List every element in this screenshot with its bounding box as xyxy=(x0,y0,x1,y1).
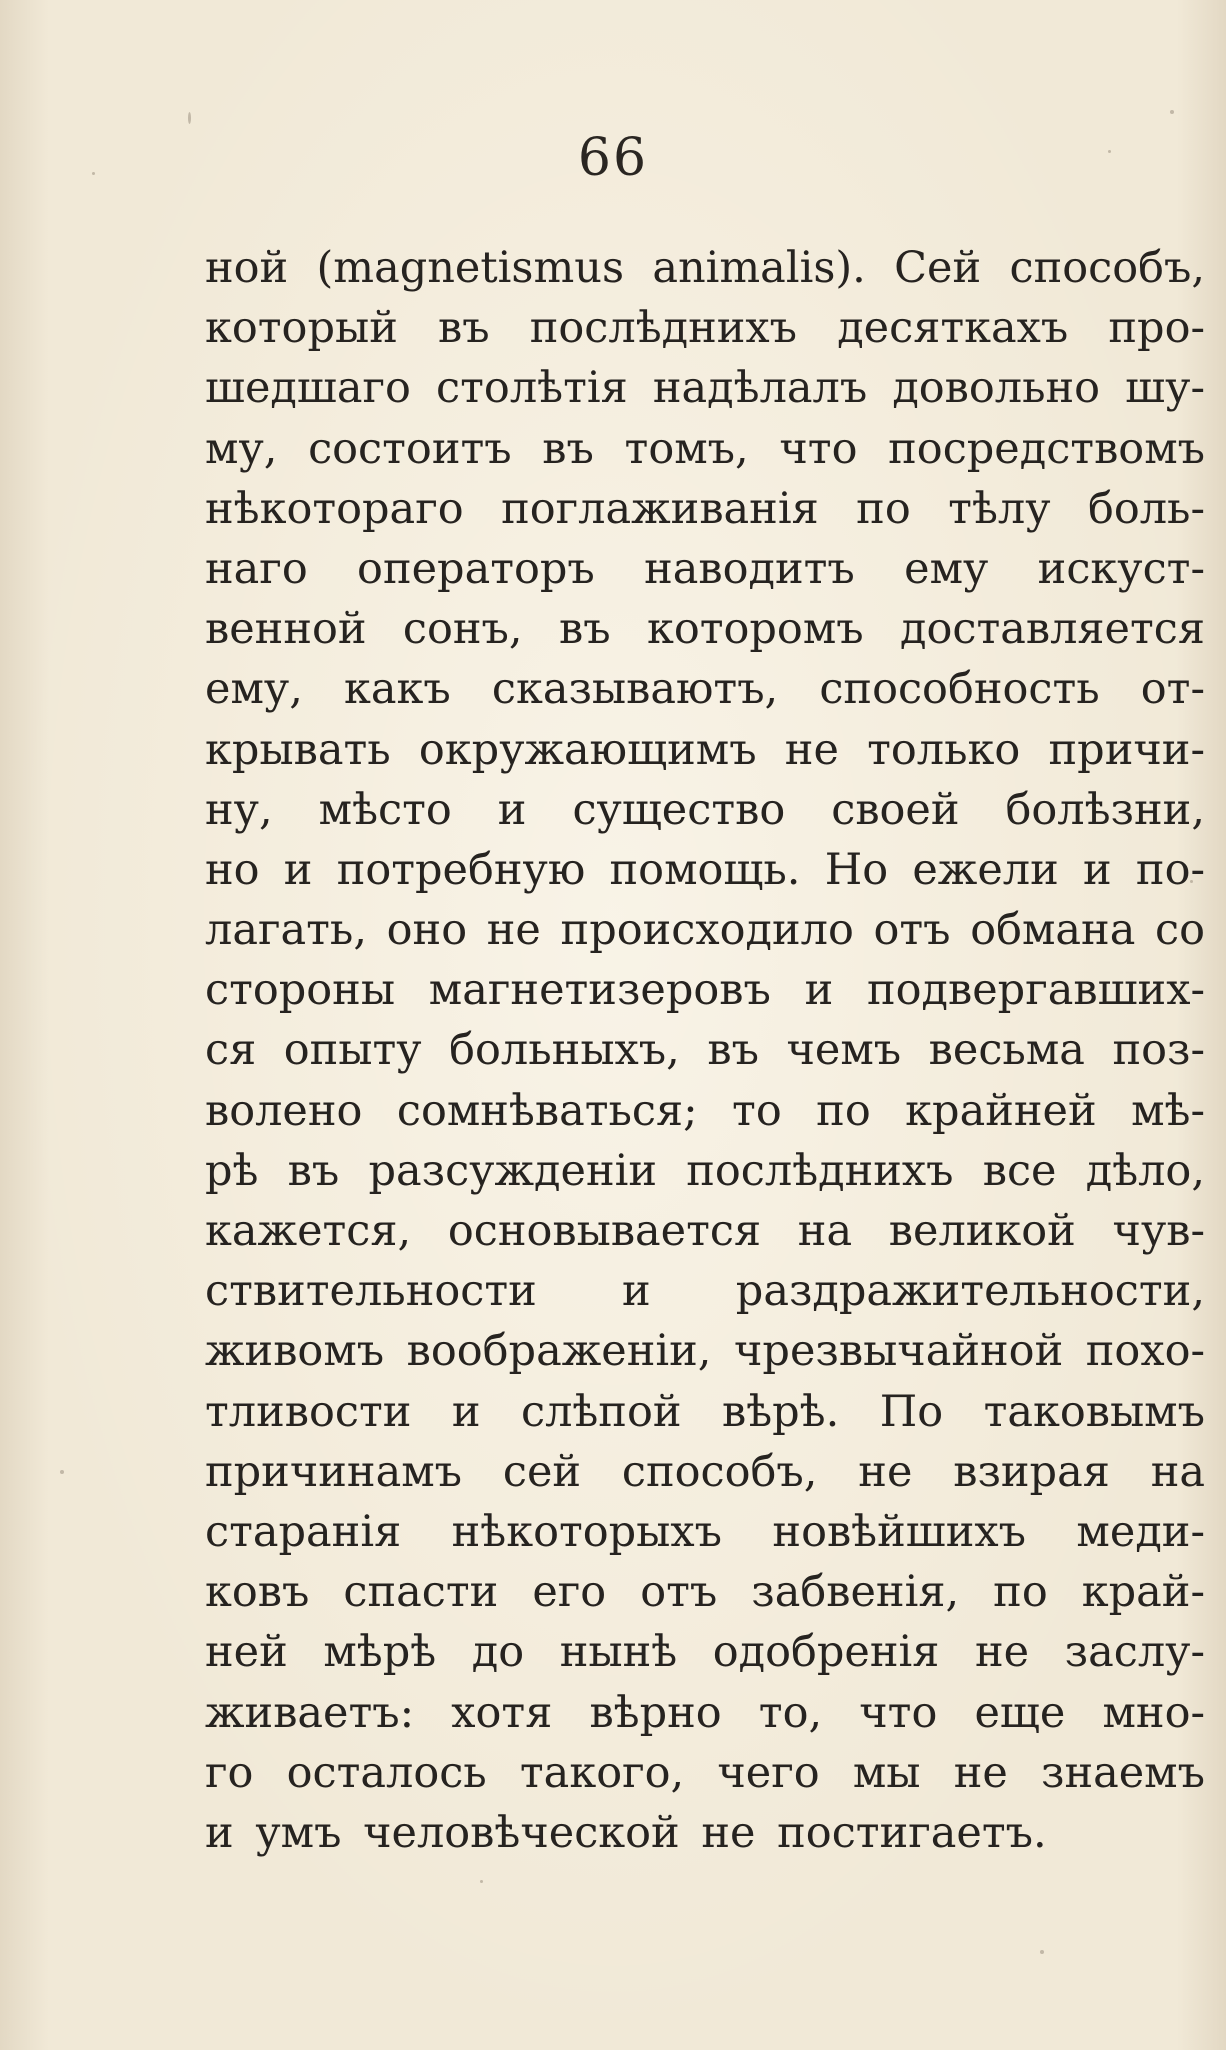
text-line: шедшаго столѣтія надѣлалъ довольно шу- xyxy=(205,363,1205,414)
text-line: наго операторъ наводитъ ему искуст- xyxy=(205,543,1205,594)
paper-speck xyxy=(1170,110,1174,114)
text-line: живомъ воображеніи, чрезвычайной похо- xyxy=(205,1326,1205,1377)
text-line: тливости и слѣпой вѣрѣ. По таковымъ xyxy=(205,1386,1205,1437)
text-line: нѣкотораго поглаживанія по тѣлу боль- xyxy=(205,483,1205,534)
text-line: рѣ въ разсужденіи послѣднихъ все дѣло, xyxy=(205,1145,1205,1196)
text-line: ему, какъ сказываютъ, способность от- xyxy=(205,664,1205,715)
text-line: му, состоитъ въ томъ, что посредствомъ xyxy=(205,423,1205,474)
paper-speck xyxy=(480,1880,483,1883)
text-line: стороны магнетизеровъ и подвергавших- xyxy=(205,965,1205,1016)
text-line: и умъ человѣческой не постигаетъ. xyxy=(205,1807,1047,1858)
text-line: но и потребную помощь. Но ежели и по- xyxy=(205,844,1205,895)
page-number: 66 xyxy=(577,128,649,188)
paper-speck xyxy=(60,1470,64,1474)
text-line: ней мѣрѣ до нынѣ одобренія не заслу- xyxy=(205,1627,1205,1678)
text-line: ковъ спасти его отъ забвенія, по край- xyxy=(205,1567,1205,1618)
text-line: ся опыту больныхъ, въ чемъ весьма поз- xyxy=(205,1025,1205,1076)
text-line: волено сомнѣваться; то по крайней мѣ- xyxy=(205,1085,1205,1136)
text-line: ну, мѣсто и существо своей болѣзни, xyxy=(205,784,1205,835)
body-text xyxy=(205,238,1205,1863)
text-line: старанія нѣкоторыхъ новѣйшихъ меди- xyxy=(205,1506,1205,1557)
text-line: ной (magnetismus animalis). Сей способъ, xyxy=(205,243,1205,293)
text-line: крывать окружающимъ не только причи- xyxy=(205,724,1205,775)
text-line: лагать, оно не происходило отъ обмана со xyxy=(205,905,1205,956)
text-line: который въ послѣднихъ десяткахъ про- xyxy=(205,303,1205,354)
text-line: ствительности и раздражительности, xyxy=(205,1266,1205,1317)
paper-speck xyxy=(1040,1950,1044,1954)
text-line: го осталось такого, чего мы не знаемъ xyxy=(205,1747,1205,1798)
text-line: причинамъ сей способъ, не взирая на xyxy=(205,1446,1205,1497)
paper-speck xyxy=(188,112,191,124)
text-line: живаетъ: хотя вѣрно то, что еще мно- xyxy=(205,1687,1205,1738)
text-line: венной сонъ, въ которомъ доставляется xyxy=(205,604,1205,655)
text-line: кажется, основывается на великой чув- xyxy=(205,1206,1205,1256)
